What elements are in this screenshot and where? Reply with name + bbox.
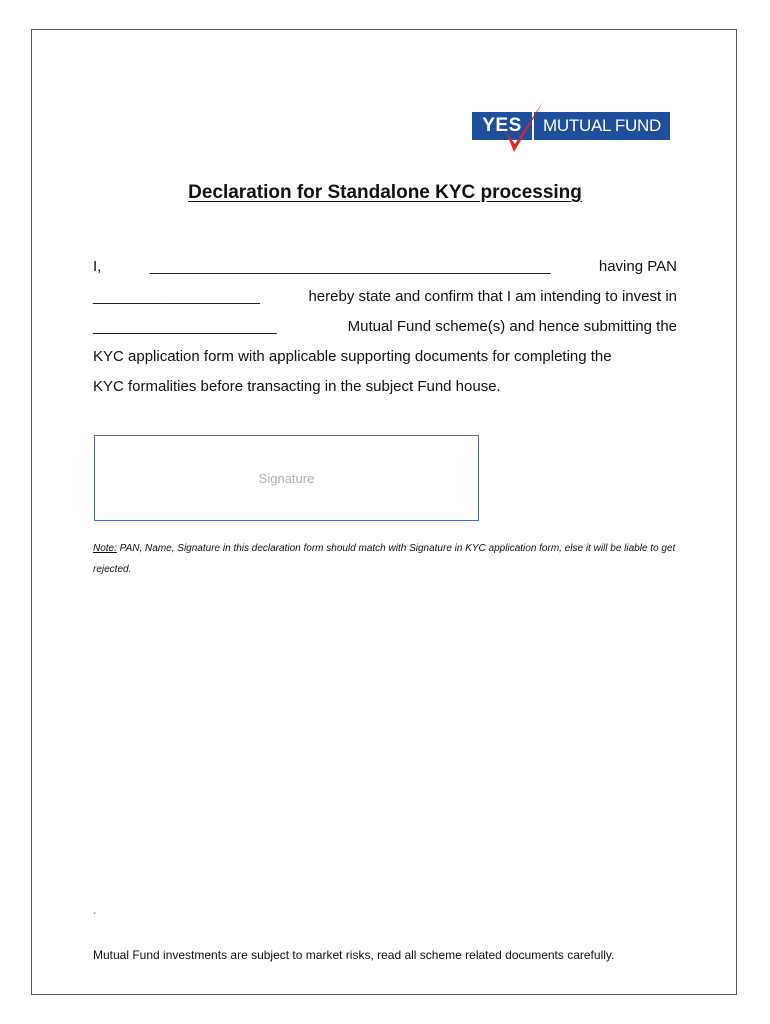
note-label: Note:	[93, 543, 117, 554]
note-text	[93, 538, 683, 580]
declaration-line-2	[93, 282, 677, 312]
name-blank-field: ________________________________________________	[149, 258, 551, 275]
declaration-line-1-start: I,	[93, 258, 102, 275]
stray-mark: `	[93, 912, 97, 923]
declaration-paragraph	[93, 252, 677, 402]
signature-box[interactable]	[94, 435, 479, 521]
declaration-line-5-text: KYC formalities before transacting in the subject Fund house.	[93, 378, 501, 395]
declaration-line-5	[93, 372, 677, 402]
declaration-line-1-end: having PAN	[598, 258, 677, 275]
logo-tick-icon	[500, 98, 550, 156]
declaration-line-4-text: KYC application form with applicable supporting documents for completing the	[93, 348, 612, 365]
signature-label: Signature	[258, 470, 315, 486]
footer-disclaimer: Mutual Fund investments are subject to market risks, read all scheme related documents carefully.	[93, 948, 615, 962]
yes-mutual-fund-logo	[472, 98, 672, 156]
declaration-line-3-text: Mutual Fund scheme(s) and hence submitting the	[347, 318, 677, 335]
pan-blank-field: ____________________	[93, 288, 260, 305]
logo-mutual-fund-block: MUTUAL FUND	[534, 112, 670, 140]
note-body: PAN, Name, Signature in this declaration form should match with Signature in KYC application form, else it will be liable to get rejected.	[93, 543, 676, 575]
declaration-line-4	[93, 342, 677, 372]
declaration-line-2-text: hereby state and confirm that I am intending to invest in	[308, 288, 677, 305]
declaration-line-1	[93, 252, 677, 282]
page-title: Declaration for Standalone KYC processing	[188, 182, 582, 203]
declaration-line-3	[93, 312, 677, 342]
logo-yes-block: YES	[472, 112, 532, 140]
scheme-blank-field: ______________________	[93, 318, 277, 335]
